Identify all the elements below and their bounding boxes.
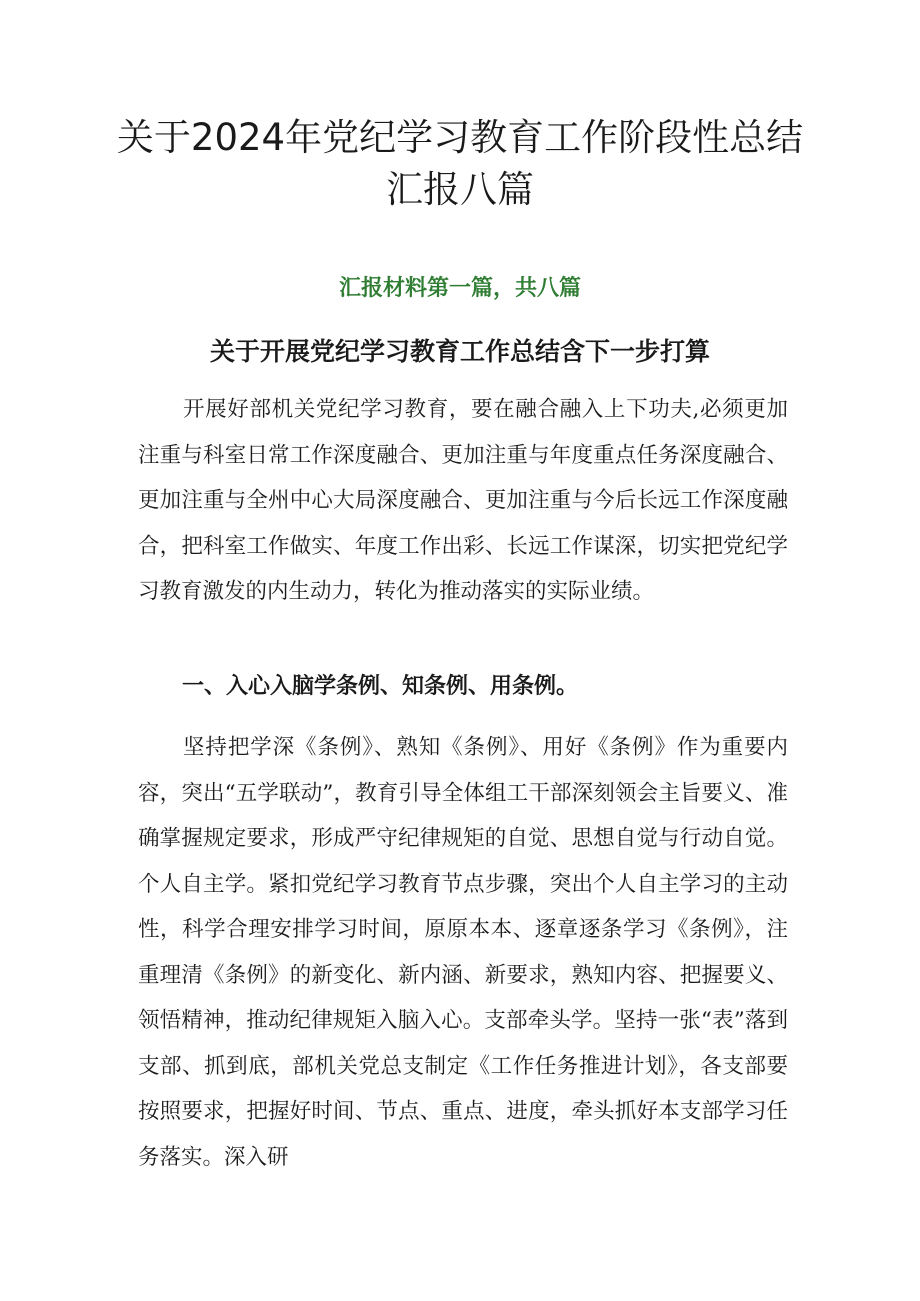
document-subtitle: 汇报材料第一篇，共八篇: [338, 276, 581, 301]
section-heading: 关于开展党纪学习教育工作总结含下一步打算: [209, 337, 710, 366]
document-title-line-2: 汇报八篇: [386, 168, 534, 211]
point-heading-1: 一、入心入脑学条例、知条例、用条例。: [182, 674, 579, 699]
document-title: [60, 112, 860, 216]
document-title-line-1: 关于2024年党纪学习教育工作阶段性总结: [116, 116, 804, 159]
paragraph-point-1: 坚持把学深《条例》、熟知《条例》、用好《条例》作为重要内容，突出“五学联动”，教育引导全体组工干部深刻领会主旨要义、准确掌握规定要求，形成严守纪律规矩的自觉、思想自觉与行动自觉。个人自主学。紧扣党纪学习教育节点步骤，突出个人自主学习的主动性，科学合理安排学习时间，原原本本、逐章逐条学习《条例》，注重理清《条例》的新变化、新内涵、新要求，熟知内容、把握要义、领悟精神，推动纪律规矩入脑入心。支部牵头学。坚持一张“表”落到支部、抓到底，部机关党总支制定《工作任务推进计划》，各支部要按照要求，把握好时间、节点、重点、进度，牵头抓好本支部学习任务落实。深入研: [138, 735, 788, 1170]
paragraph-intro: 开展好部机关党纪学习教育，要在融合融入上下功夫,必须更加注重与科室日常工作深度融合、更加注重与年度重点任务深度融合、更加注重与全州中心大局深度融合、更加注重与今后长远工作深度融合，把科室工作做实、年度工作出彩、长远工作谋深，切实把党纪学习教育激发的内生动力，转化为推动落实的实际业绩。: [138, 397, 788, 604]
